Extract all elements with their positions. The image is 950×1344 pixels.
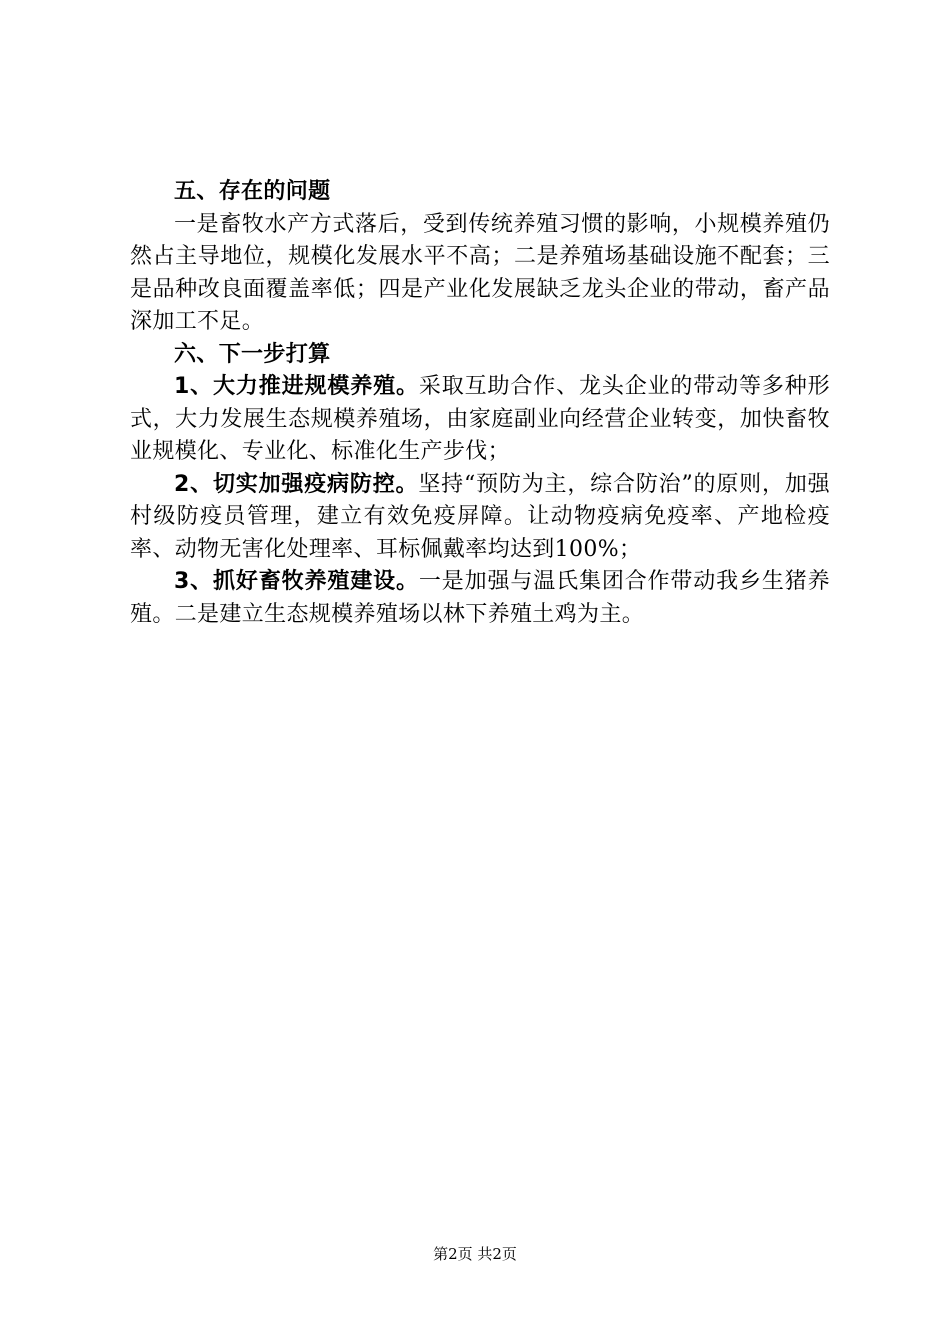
plan-item-2-lead: 2、切实加强疫病防控。 bbox=[174, 471, 419, 497]
plan-item-3-body: 一是加强与温氏集团合作带动我乡生猪养殖。二是建立生态规模养殖场以林下养殖土鸡为主。 bbox=[130, 569, 830, 627]
plan-item-1 bbox=[130, 371, 830, 469]
plan-item-1-body: 采取互助合作、龙头企业的带动等多种形式，大力发展生态规模养殖场，由家庭副业向经营企业转变，加快畜牧业规模化、专业化、标准化生产步伐； bbox=[130, 374, 830, 464]
plan-item-3-lead: 3、抓好畜牧养殖建设。 bbox=[174, 569, 419, 594]
plan-item-3 bbox=[130, 566, 830, 631]
section-body-problems: 一是畜牧水产方式落后，受到传统养殖习惯的影响，小规模养殖仍然占主导地位，规模化发展水平不高；二是养殖场基础设施不配套；三是品种改良面覆盖率低；四是产业化发展缺乏龙头企业的带动，畜产品深加工不足。 bbox=[130, 211, 830, 334]
plan-item-2 bbox=[130, 469, 830, 567]
document-body bbox=[130, 176, 830, 631]
plan-item-2-body: 坚持“预防为主，综合防治”的原则，加强村级防疫员管理，建立有效免疫屏障。让动物疫病免疫率、产地检疫率、动物无害化处理率、耳标佩戴率均达到100%； bbox=[130, 471, 830, 562]
plan-item-1-lead: 1、大力推进规模养殖。 bbox=[174, 374, 419, 399]
section-heading-next-steps: 六、下一步打算 bbox=[174, 341, 331, 367]
section-heading-problems: 五、存在的问题 bbox=[174, 179, 331, 204]
page-footer: 第2页 共2页 bbox=[433, 1245, 517, 1263]
